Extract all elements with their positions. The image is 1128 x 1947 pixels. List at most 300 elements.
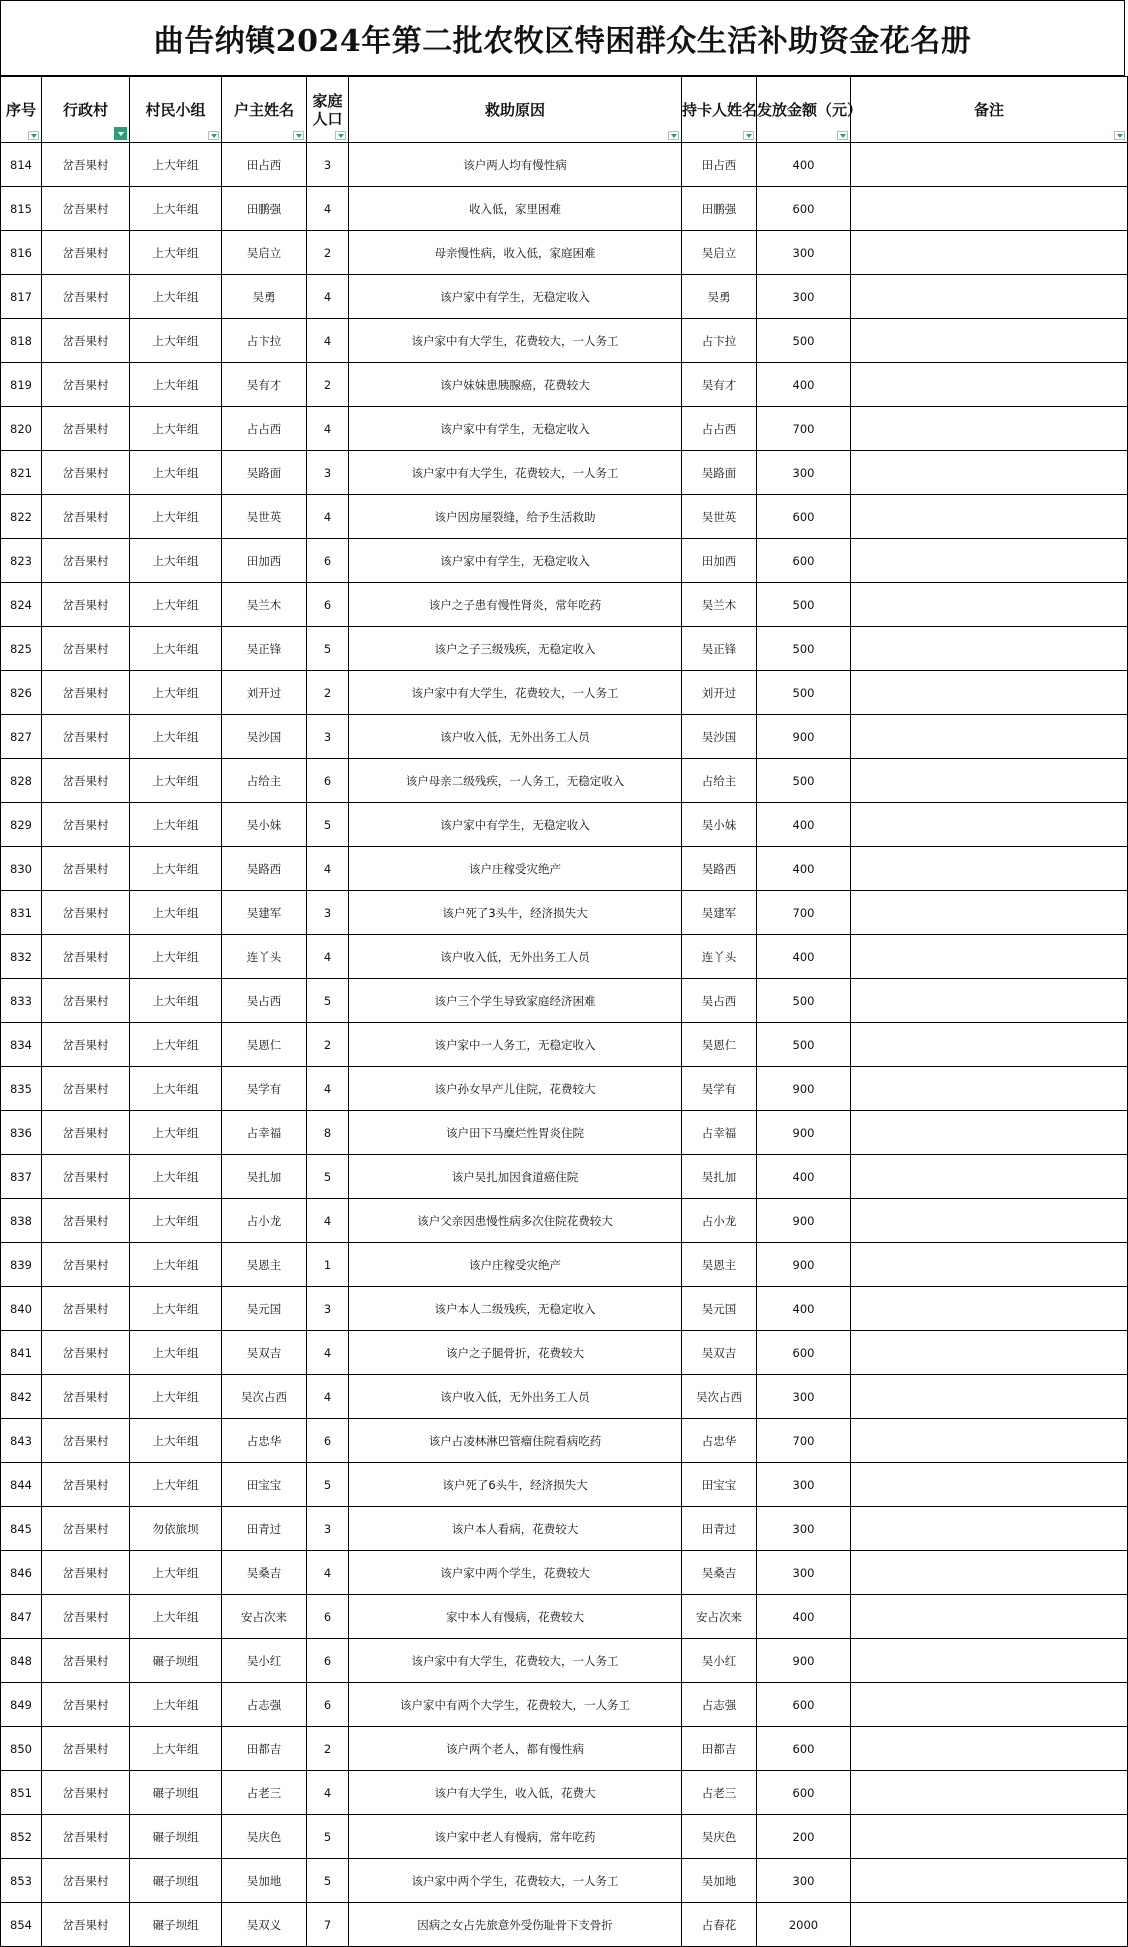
cell-amount[interactable]: 400 bbox=[757, 803, 851, 847]
cell-village[interactable]: 岔吾果村 bbox=[42, 715, 130, 759]
filter-active-icon[interactable] bbox=[114, 127, 127, 140]
cell-village[interactable]: 岔吾果村 bbox=[42, 495, 130, 539]
cell-householder[interactable]: 刘开过 bbox=[222, 671, 307, 715]
cell-village[interactable]: 岔吾果村 bbox=[42, 1551, 130, 1595]
cell-remarks[interactable] bbox=[851, 803, 1128, 847]
cell-cardholder[interactable]: 连丫头 bbox=[682, 935, 757, 979]
cell-remarks[interactable] bbox=[851, 1111, 1128, 1155]
cell-index[interactable]: 824 bbox=[1, 583, 42, 627]
cell-index[interactable]: 823 bbox=[1, 539, 42, 583]
cell-reason[interactable]: 因病之女占先旅意外受伤耻骨下支骨折 bbox=[349, 1903, 682, 1947]
cell-reason[interactable]: 该户家中有学生，无稳定收入 bbox=[349, 539, 682, 583]
cell-village[interactable]: 岔吾果村 bbox=[42, 1155, 130, 1199]
cell-householder[interactable]: 吴双义 bbox=[222, 1903, 307, 1947]
cell-group[interactable]: 勿依旅坝 bbox=[130, 1507, 222, 1551]
cell-index[interactable]: 817 bbox=[1, 275, 42, 319]
cell-village[interactable]: 岔吾果村 bbox=[42, 1639, 130, 1683]
cell-remarks[interactable] bbox=[851, 979, 1128, 1023]
cell-householder[interactable]: 吴路面 bbox=[222, 451, 307, 495]
cell-index[interactable]: 850 bbox=[1, 1727, 42, 1771]
cell-remarks[interactable] bbox=[851, 1463, 1128, 1507]
cell-index[interactable]: 851 bbox=[1, 1771, 42, 1815]
col-header-index[interactable]: 序号 bbox=[1, 77, 42, 143]
filter-dropdown-icon[interactable] bbox=[208, 131, 219, 140]
cell-group[interactable]: 上大年组 bbox=[130, 627, 222, 671]
cell-householder[interactable]: 吴有才 bbox=[222, 363, 307, 407]
cell-family-size[interactable]: 6 bbox=[307, 1683, 349, 1727]
cell-family-size[interactable]: 8 bbox=[307, 1111, 349, 1155]
cell-remarks[interactable] bbox=[851, 1155, 1128, 1199]
cell-index[interactable]: 846 bbox=[1, 1551, 42, 1595]
cell-group[interactable]: 上大年组 bbox=[130, 803, 222, 847]
cell-cardholder[interactable]: 吴小红 bbox=[682, 1639, 757, 1683]
cell-reason[interactable]: 该户家中有学生，无稳定收入 bbox=[349, 803, 682, 847]
cell-reason[interactable]: 该户家中有大学生，花费较大，一人务工 bbox=[349, 1639, 682, 1683]
cell-index[interactable]: 826 bbox=[1, 671, 42, 715]
cell-amount[interactable]: 600 bbox=[757, 539, 851, 583]
cell-cardholder[interactable]: 吴扎加 bbox=[682, 1155, 757, 1199]
cell-remarks[interactable] bbox=[851, 1595, 1128, 1639]
cell-reason[interactable]: 该户庄稼受灾绝产 bbox=[349, 847, 682, 891]
cell-householder[interactable]: 吴世英 bbox=[222, 495, 307, 539]
cell-remarks[interactable] bbox=[851, 1375, 1128, 1419]
cell-village[interactable]: 岔吾果村 bbox=[42, 143, 130, 187]
cell-reason[interactable]: 该户家中有学生，无稳定收入 bbox=[349, 275, 682, 319]
cell-group[interactable]: 上大年组 bbox=[130, 1067, 222, 1111]
cell-group[interactable]: 上大年组 bbox=[130, 1155, 222, 1199]
cell-index[interactable]: 830 bbox=[1, 847, 42, 891]
cell-amount[interactable]: 300 bbox=[757, 231, 851, 275]
cell-index[interactable]: 854 bbox=[1, 1903, 42, 1947]
cell-householder[interactable]: 占给主 bbox=[222, 759, 307, 803]
cell-cardholder[interactable]: 田占西 bbox=[682, 143, 757, 187]
cell-amount[interactable]: 600 bbox=[757, 495, 851, 539]
cell-family-size[interactable]: 7 bbox=[307, 1903, 349, 1947]
cell-family-size[interactable]: 6 bbox=[307, 1419, 349, 1463]
cell-group[interactable]: 上大年组 bbox=[130, 363, 222, 407]
cell-family-size[interactable]: 4 bbox=[307, 847, 349, 891]
cell-family-size[interactable]: 4 bbox=[307, 495, 349, 539]
cell-remarks[interactable] bbox=[851, 1815, 1128, 1859]
cell-amount[interactable]: 300 bbox=[757, 1551, 851, 1595]
cell-group[interactable]: 上大年组 bbox=[130, 1595, 222, 1639]
cell-remarks[interactable] bbox=[851, 1727, 1128, 1771]
cell-cardholder[interactable]: 吴世英 bbox=[682, 495, 757, 539]
cell-index[interactable]: 820 bbox=[1, 407, 42, 451]
cell-group[interactable]: 上大年组 bbox=[130, 187, 222, 231]
cell-reason[interactable]: 该户之子患有慢性肾炎，常年吃药 bbox=[349, 583, 682, 627]
cell-family-size[interactable]: 2 bbox=[307, 671, 349, 715]
cell-family-size[interactable]: 6 bbox=[307, 539, 349, 583]
cell-group[interactable]: 上大年组 bbox=[130, 583, 222, 627]
cell-cardholder[interactable]: 吴双吉 bbox=[682, 1331, 757, 1375]
cell-reason[interactable]: 该户父亲因患慢性病多次住院花费较大 bbox=[349, 1199, 682, 1243]
cell-group[interactable]: 上大年组 bbox=[130, 275, 222, 319]
cell-householder[interactable]: 吴路西 bbox=[222, 847, 307, 891]
cell-group[interactable]: 碾子坝组 bbox=[130, 1771, 222, 1815]
col-header-cardholder[interactable]: 持卡人姓名 bbox=[682, 77, 757, 143]
cell-amount[interactable]: 700 bbox=[757, 1419, 851, 1463]
cell-reason[interactable]: 母亲慢性病，收入低，家庭困难 bbox=[349, 231, 682, 275]
cell-group[interactable]: 上大年组 bbox=[130, 539, 222, 583]
filter-dropdown-icon[interactable] bbox=[743, 131, 754, 140]
cell-reason[interactable]: 该户两个老人，都有慢性病 bbox=[349, 1727, 682, 1771]
cell-group[interactable]: 上大年组 bbox=[130, 319, 222, 363]
cell-remarks[interactable] bbox=[851, 759, 1128, 803]
cell-index[interactable]: 840 bbox=[1, 1287, 42, 1331]
cell-amount[interactable]: 900 bbox=[757, 1111, 851, 1155]
cell-family-size[interactable]: 5 bbox=[307, 1815, 349, 1859]
cell-group[interactable]: 上大年组 bbox=[130, 715, 222, 759]
cell-group[interactable]: 碾子坝组 bbox=[130, 1639, 222, 1683]
cell-group[interactable]: 上大年组 bbox=[130, 1463, 222, 1507]
cell-cardholder[interactable]: 田青过 bbox=[682, 1507, 757, 1551]
cell-amount[interactable]: 700 bbox=[757, 407, 851, 451]
cell-village[interactable]: 岔吾果村 bbox=[42, 1859, 130, 1903]
cell-index[interactable]: 843 bbox=[1, 1419, 42, 1463]
cell-index[interactable]: 819 bbox=[1, 363, 42, 407]
cell-reason[interactable]: 该户母亲二级残疾，一人务工，无稳定收入 bbox=[349, 759, 682, 803]
cell-index[interactable]: 847 bbox=[1, 1595, 42, 1639]
cell-householder[interactable]: 吴次占西 bbox=[222, 1375, 307, 1419]
cell-cardholder[interactable]: 占卞拉 bbox=[682, 319, 757, 363]
cell-householder[interactable]: 吴小妹 bbox=[222, 803, 307, 847]
cell-index[interactable]: 815 bbox=[1, 187, 42, 231]
cell-index[interactable]: 837 bbox=[1, 1155, 42, 1199]
filter-dropdown-icon[interactable] bbox=[28, 131, 39, 140]
cell-remarks[interactable] bbox=[851, 1551, 1128, 1595]
cell-amount[interactable]: 600 bbox=[757, 1683, 851, 1727]
cell-remarks[interactable] bbox=[851, 1287, 1128, 1331]
cell-cardholder[interactable]: 田宝宝 bbox=[682, 1463, 757, 1507]
cell-index[interactable]: 834 bbox=[1, 1023, 42, 1067]
cell-village[interactable]: 岔吾果村 bbox=[42, 451, 130, 495]
cell-group[interactable]: 上大年组 bbox=[130, 1683, 222, 1727]
cell-remarks[interactable] bbox=[851, 407, 1128, 451]
cell-index[interactable]: 831 bbox=[1, 891, 42, 935]
cell-group[interactable]: 上大年组 bbox=[130, 1375, 222, 1419]
cell-index[interactable]: 835 bbox=[1, 1067, 42, 1111]
cell-remarks[interactable] bbox=[851, 891, 1128, 935]
filter-dropdown-icon[interactable] bbox=[1114, 131, 1125, 140]
cell-remarks[interactable] bbox=[851, 627, 1128, 671]
cell-remarks[interactable] bbox=[851, 1419, 1128, 1463]
cell-householder[interactable]: 吴加地 bbox=[222, 1859, 307, 1903]
cell-village[interactable]: 岔吾果村 bbox=[42, 1111, 130, 1155]
cell-householder[interactable]: 吴勇 bbox=[222, 275, 307, 319]
cell-village[interactable]: 岔吾果村 bbox=[42, 1199, 130, 1243]
cell-index[interactable]: 842 bbox=[1, 1375, 42, 1419]
cell-amount[interactable]: 200 bbox=[757, 1815, 851, 1859]
cell-index[interactable]: 818 bbox=[1, 319, 42, 363]
cell-amount[interactable]: 900 bbox=[757, 1199, 851, 1243]
cell-remarks[interactable] bbox=[851, 319, 1128, 363]
cell-cardholder[interactable]: 吴正锋 bbox=[682, 627, 757, 671]
cell-village[interactable]: 岔吾果村 bbox=[42, 803, 130, 847]
cell-group[interactable]: 上大年组 bbox=[130, 935, 222, 979]
cell-group[interactable]: 碾子坝组 bbox=[130, 1815, 222, 1859]
cell-index[interactable]: 852 bbox=[1, 1815, 42, 1859]
cell-village[interactable]: 岔吾果村 bbox=[42, 1683, 130, 1727]
cell-householder[interactable]: 占忠华 bbox=[222, 1419, 307, 1463]
cell-family-size[interactable]: 4 bbox=[307, 187, 349, 231]
cell-cardholder[interactable]: 占占西 bbox=[682, 407, 757, 451]
cell-amount[interactable]: 500 bbox=[757, 583, 851, 627]
cell-family-size[interactable]: 6 bbox=[307, 759, 349, 803]
cell-family-size[interactable]: 4 bbox=[307, 275, 349, 319]
cell-village[interactable]: 岔吾果村 bbox=[42, 759, 130, 803]
cell-village[interactable]: 岔吾果村 bbox=[42, 847, 130, 891]
cell-amount[interactable]: 900 bbox=[757, 1243, 851, 1287]
cell-reason[interactable]: 该户家中两个学生，花费较大，一人务工 bbox=[349, 1859, 682, 1903]
cell-family-size[interactable]: 4 bbox=[307, 1199, 349, 1243]
cell-cardholder[interactable]: 吴元国 bbox=[682, 1287, 757, 1331]
cell-cardholder[interactable]: 吴占西 bbox=[682, 979, 757, 1023]
cell-reason[interactable]: 该户本人看病，花费较大 bbox=[349, 1507, 682, 1551]
cell-amount[interactable]: 900 bbox=[757, 715, 851, 759]
cell-remarks[interactable] bbox=[851, 1771, 1128, 1815]
cell-cardholder[interactable]: 吴建军 bbox=[682, 891, 757, 935]
cell-cardholder[interactable]: 吴有才 bbox=[682, 363, 757, 407]
cell-remarks[interactable] bbox=[851, 451, 1128, 495]
cell-cardholder[interactable]: 吴次占西 bbox=[682, 1375, 757, 1419]
cell-householder[interactable]: 吴扎加 bbox=[222, 1155, 307, 1199]
cell-village[interactable]: 岔吾果村 bbox=[42, 1419, 130, 1463]
cell-village[interactable]: 岔吾果村 bbox=[42, 1595, 130, 1639]
cell-cardholder[interactable]: 吴恩主 bbox=[682, 1243, 757, 1287]
cell-amount[interactable]: 900 bbox=[757, 1639, 851, 1683]
cell-group[interactable]: 碾子坝组 bbox=[130, 1859, 222, 1903]
cell-index[interactable]: 816 bbox=[1, 231, 42, 275]
col-header-householder[interactable]: 户主姓名 bbox=[222, 77, 307, 143]
cell-group[interactable]: 上大年组 bbox=[130, 891, 222, 935]
cell-householder[interactable]: 占小龙 bbox=[222, 1199, 307, 1243]
cell-cardholder[interactable]: 吴学有 bbox=[682, 1067, 757, 1111]
cell-village[interactable]: 岔吾果村 bbox=[42, 671, 130, 715]
cell-reason[interactable]: 该户家中有大学生，花费较大，一人务工 bbox=[349, 319, 682, 363]
cell-family-size[interactable]: 5 bbox=[307, 1463, 349, 1507]
cell-reason[interactable]: 该户之子腿骨折，花费较大 bbox=[349, 1331, 682, 1375]
cell-cardholder[interactable]: 吴启立 bbox=[682, 231, 757, 275]
cell-village[interactable]: 岔吾果村 bbox=[42, 891, 130, 935]
cell-amount[interactable]: 500 bbox=[757, 979, 851, 1023]
cell-village[interactable]: 岔吾果村 bbox=[42, 1331, 130, 1375]
cell-index[interactable]: 838 bbox=[1, 1199, 42, 1243]
cell-village[interactable]: 岔吾果村 bbox=[42, 275, 130, 319]
cell-index[interactable]: 839 bbox=[1, 1243, 42, 1287]
cell-cardholder[interactable]: 吴兰木 bbox=[682, 583, 757, 627]
cell-amount[interactable]: 2000 bbox=[757, 1903, 851, 1947]
cell-amount[interactable]: 500 bbox=[757, 759, 851, 803]
cell-group[interactable]: 上大年组 bbox=[130, 1199, 222, 1243]
cell-village[interactable]: 岔吾果村 bbox=[42, 1375, 130, 1419]
cell-remarks[interactable] bbox=[851, 539, 1128, 583]
cell-remarks[interactable] bbox=[851, 1331, 1128, 1375]
cell-cardholder[interactable]: 吴庆色 bbox=[682, 1815, 757, 1859]
cell-village[interactable]: 岔吾果村 bbox=[42, 231, 130, 275]
cell-family-size[interactable]: 2 bbox=[307, 1727, 349, 1771]
cell-amount[interactable]: 300 bbox=[757, 1859, 851, 1903]
cell-amount[interactable]: 500 bbox=[757, 671, 851, 715]
cell-reason[interactable]: 该户占凌林淋巴管瘤住院看病吃药 bbox=[349, 1419, 682, 1463]
cell-group[interactable]: 上大年组 bbox=[130, 1287, 222, 1331]
cell-householder[interactable]: 田宝宝 bbox=[222, 1463, 307, 1507]
cell-cardholder[interactable]: 吴勇 bbox=[682, 275, 757, 319]
cell-remarks[interactable] bbox=[851, 1023, 1128, 1067]
cell-householder[interactable]: 吴双吉 bbox=[222, 1331, 307, 1375]
cell-remarks[interactable] bbox=[851, 1507, 1128, 1551]
cell-index[interactable]: 829 bbox=[1, 803, 42, 847]
cell-amount[interactable]: 900 bbox=[757, 1067, 851, 1111]
cell-village[interactable]: 岔吾果村 bbox=[42, 1815, 130, 1859]
cell-reason[interactable]: 该户收入低，无外出务工人员 bbox=[349, 1375, 682, 1419]
cell-remarks[interactable] bbox=[851, 935, 1128, 979]
cell-reason[interactable]: 该户之子三级残疾，无稳定收入 bbox=[349, 627, 682, 671]
cell-householder[interactable]: 吴恩主 bbox=[222, 1243, 307, 1287]
cell-householder[interactable]: 吴建军 bbox=[222, 891, 307, 935]
cell-reason[interactable]: 该户因房屋裂缝，给予生活救助 bbox=[349, 495, 682, 539]
cell-reason[interactable]: 该户收入低，无外出务工人员 bbox=[349, 935, 682, 979]
cell-cardholder[interactable]: 安占次来 bbox=[682, 1595, 757, 1639]
cell-amount[interactable]: 300 bbox=[757, 1375, 851, 1419]
cell-group[interactable]: 上大年组 bbox=[130, 759, 222, 803]
cell-remarks[interactable] bbox=[851, 1639, 1128, 1683]
cell-householder[interactable]: 吴占西 bbox=[222, 979, 307, 1023]
filter-dropdown-icon[interactable] bbox=[668, 131, 679, 140]
cell-amount[interactable]: 400 bbox=[757, 847, 851, 891]
cell-village[interactable]: 岔吾果村 bbox=[42, 1903, 130, 1947]
cell-index[interactable]: 848 bbox=[1, 1639, 42, 1683]
cell-group[interactable]: 上大年组 bbox=[130, 407, 222, 451]
cell-reason[interactable]: 该户三个学生导致家庭经济困难 bbox=[349, 979, 682, 1023]
cell-cardholder[interactable]: 占春花 bbox=[682, 1903, 757, 1947]
cell-group[interactable]: 上大年组 bbox=[130, 451, 222, 495]
cell-cardholder[interactable]: 占小龙 bbox=[682, 1199, 757, 1243]
cell-family-size[interactable]: 6 bbox=[307, 583, 349, 627]
cell-amount[interactable]: 700 bbox=[757, 891, 851, 935]
cell-reason[interactable]: 该户家中有大学生，花费较大，一人务工 bbox=[349, 671, 682, 715]
cell-reason[interactable]: 该户死了6头牛，经济损失大 bbox=[349, 1463, 682, 1507]
cell-family-size[interactable]: 4 bbox=[307, 1067, 349, 1111]
cell-family-size[interactable]: 4 bbox=[307, 1551, 349, 1595]
cell-cardholder[interactable]: 刘开过 bbox=[682, 671, 757, 715]
cell-remarks[interactable] bbox=[851, 275, 1128, 319]
cell-reason[interactable]: 该户收入低，无外出务工人员 bbox=[349, 715, 682, 759]
cell-cardholder[interactable]: 吴沙国 bbox=[682, 715, 757, 759]
cell-amount[interactable]: 600 bbox=[757, 1727, 851, 1771]
cell-householder[interactable]: 占幸福 bbox=[222, 1111, 307, 1155]
cell-reason[interactable]: 该户吴扎加因食道癌住院 bbox=[349, 1155, 682, 1199]
cell-amount[interactable]: 500 bbox=[757, 1023, 851, 1067]
cell-remarks[interactable] bbox=[851, 187, 1128, 231]
cell-amount[interactable]: 400 bbox=[757, 1155, 851, 1199]
cell-cardholder[interactable]: 吴路西 bbox=[682, 847, 757, 891]
cell-householder[interactable]: 吴学有 bbox=[222, 1067, 307, 1111]
cell-reason[interactable]: 该户家中一人务工，无稳定收入 bbox=[349, 1023, 682, 1067]
cell-village[interactable]: 岔吾果村 bbox=[42, 627, 130, 671]
cell-reason[interactable]: 该户家中有学生，无稳定收入 bbox=[349, 407, 682, 451]
cell-family-size[interactable]: 1 bbox=[307, 1243, 349, 1287]
cell-village[interactable]: 岔吾果村 bbox=[42, 1463, 130, 1507]
cell-cardholder[interactable]: 吴小妹 bbox=[682, 803, 757, 847]
cell-reason[interactable]: 该户妹妹患胰腺癌，花费较大 bbox=[349, 363, 682, 407]
cell-group[interactable]: 上大年组 bbox=[130, 1419, 222, 1463]
cell-remarks[interactable] bbox=[851, 1243, 1128, 1287]
cell-group[interactable]: 上大年组 bbox=[130, 495, 222, 539]
cell-family-size[interactable]: 5 bbox=[307, 627, 349, 671]
cell-family-size[interactable]: 4 bbox=[307, 407, 349, 451]
cell-remarks[interactable] bbox=[851, 1859, 1128, 1903]
cell-cardholder[interactable]: 吴加地 bbox=[682, 1859, 757, 1903]
cell-cardholder[interactable]: 吴路面 bbox=[682, 451, 757, 495]
cell-index[interactable]: 844 bbox=[1, 1463, 42, 1507]
cell-amount[interactable]: 400 bbox=[757, 1595, 851, 1639]
cell-village[interactable]: 岔吾果村 bbox=[42, 363, 130, 407]
cell-index[interactable]: 832 bbox=[1, 935, 42, 979]
cell-householder[interactable]: 占志强 bbox=[222, 1683, 307, 1727]
cell-cardholder[interactable]: 占忠华 bbox=[682, 1419, 757, 1463]
cell-amount[interactable]: 400 bbox=[757, 143, 851, 187]
cell-amount[interactable]: 300 bbox=[757, 451, 851, 495]
col-header-amount[interactable]: 发放金额（元） bbox=[757, 77, 851, 143]
cell-householder[interactable]: 田青过 bbox=[222, 1507, 307, 1551]
cell-group[interactable]: 上大年组 bbox=[130, 1727, 222, 1771]
cell-cardholder[interactable]: 占给主 bbox=[682, 759, 757, 803]
cell-group[interactable]: 上大年组 bbox=[130, 671, 222, 715]
col-header-remarks[interactable]: 备注 bbox=[851, 77, 1128, 143]
cell-family-size[interactable]: 6 bbox=[307, 1639, 349, 1683]
cell-reason[interactable]: 该户庄稼受灾绝产 bbox=[349, 1243, 682, 1287]
cell-village[interactable]: 岔吾果村 bbox=[42, 1067, 130, 1111]
cell-family-size[interactable]: 5 bbox=[307, 1859, 349, 1903]
cell-village[interactable]: 岔吾果村 bbox=[42, 583, 130, 627]
cell-group[interactable]: 上大年组 bbox=[130, 143, 222, 187]
cell-village[interactable]: 岔吾果村 bbox=[42, 1771, 130, 1815]
cell-family-size[interactable]: 4 bbox=[307, 1771, 349, 1815]
cell-reason[interactable]: 该户家中有两个大学生，花费较大，一人务工 bbox=[349, 1683, 682, 1727]
cell-family-size[interactable]: 3 bbox=[307, 715, 349, 759]
cell-householder[interactable]: 吴桑吉 bbox=[222, 1551, 307, 1595]
cell-reason[interactable]: 该户田下马糜烂性胃炎住院 bbox=[349, 1111, 682, 1155]
cell-group[interactable]: 上大年组 bbox=[130, 847, 222, 891]
cell-householder[interactable]: 占老三 bbox=[222, 1771, 307, 1815]
cell-householder[interactable]: 吴元国 bbox=[222, 1287, 307, 1331]
cell-index[interactable]: 821 bbox=[1, 451, 42, 495]
cell-family-size[interactable]: 5 bbox=[307, 803, 349, 847]
cell-family-size[interactable]: 6 bbox=[307, 1595, 349, 1639]
cell-family-size[interactable]: 4 bbox=[307, 1331, 349, 1375]
cell-village[interactable]: 岔吾果村 bbox=[42, 1243, 130, 1287]
cell-reason[interactable]: 该户有大学生，收入低，花费大 bbox=[349, 1771, 682, 1815]
cell-householder[interactable]: 安占次来 bbox=[222, 1595, 307, 1639]
cell-householder[interactable]: 田占西 bbox=[222, 143, 307, 187]
cell-family-size[interactable]: 4 bbox=[307, 319, 349, 363]
cell-householder[interactable]: 吴启立 bbox=[222, 231, 307, 275]
cell-group[interactable]: 上大年组 bbox=[130, 1243, 222, 1287]
cell-village[interactable]: 岔吾果村 bbox=[42, 407, 130, 451]
cell-amount[interactable]: 600 bbox=[757, 1771, 851, 1815]
cell-index[interactable]: 822 bbox=[1, 495, 42, 539]
cell-remarks[interactable] bbox=[851, 231, 1128, 275]
cell-reason[interactable]: 该户家中两个学生，花费较大 bbox=[349, 1551, 682, 1595]
cell-householder[interactable]: 吴庆色 bbox=[222, 1815, 307, 1859]
cell-village[interactable]: 岔吾果村 bbox=[42, 319, 130, 363]
cell-householder[interactable]: 吴沙国 bbox=[222, 715, 307, 759]
cell-village[interactable]: 岔吾果村 bbox=[42, 935, 130, 979]
cell-remarks[interactable] bbox=[851, 363, 1128, 407]
cell-remarks[interactable] bbox=[851, 1903, 1128, 1947]
cell-index[interactable]: 828 bbox=[1, 759, 42, 803]
